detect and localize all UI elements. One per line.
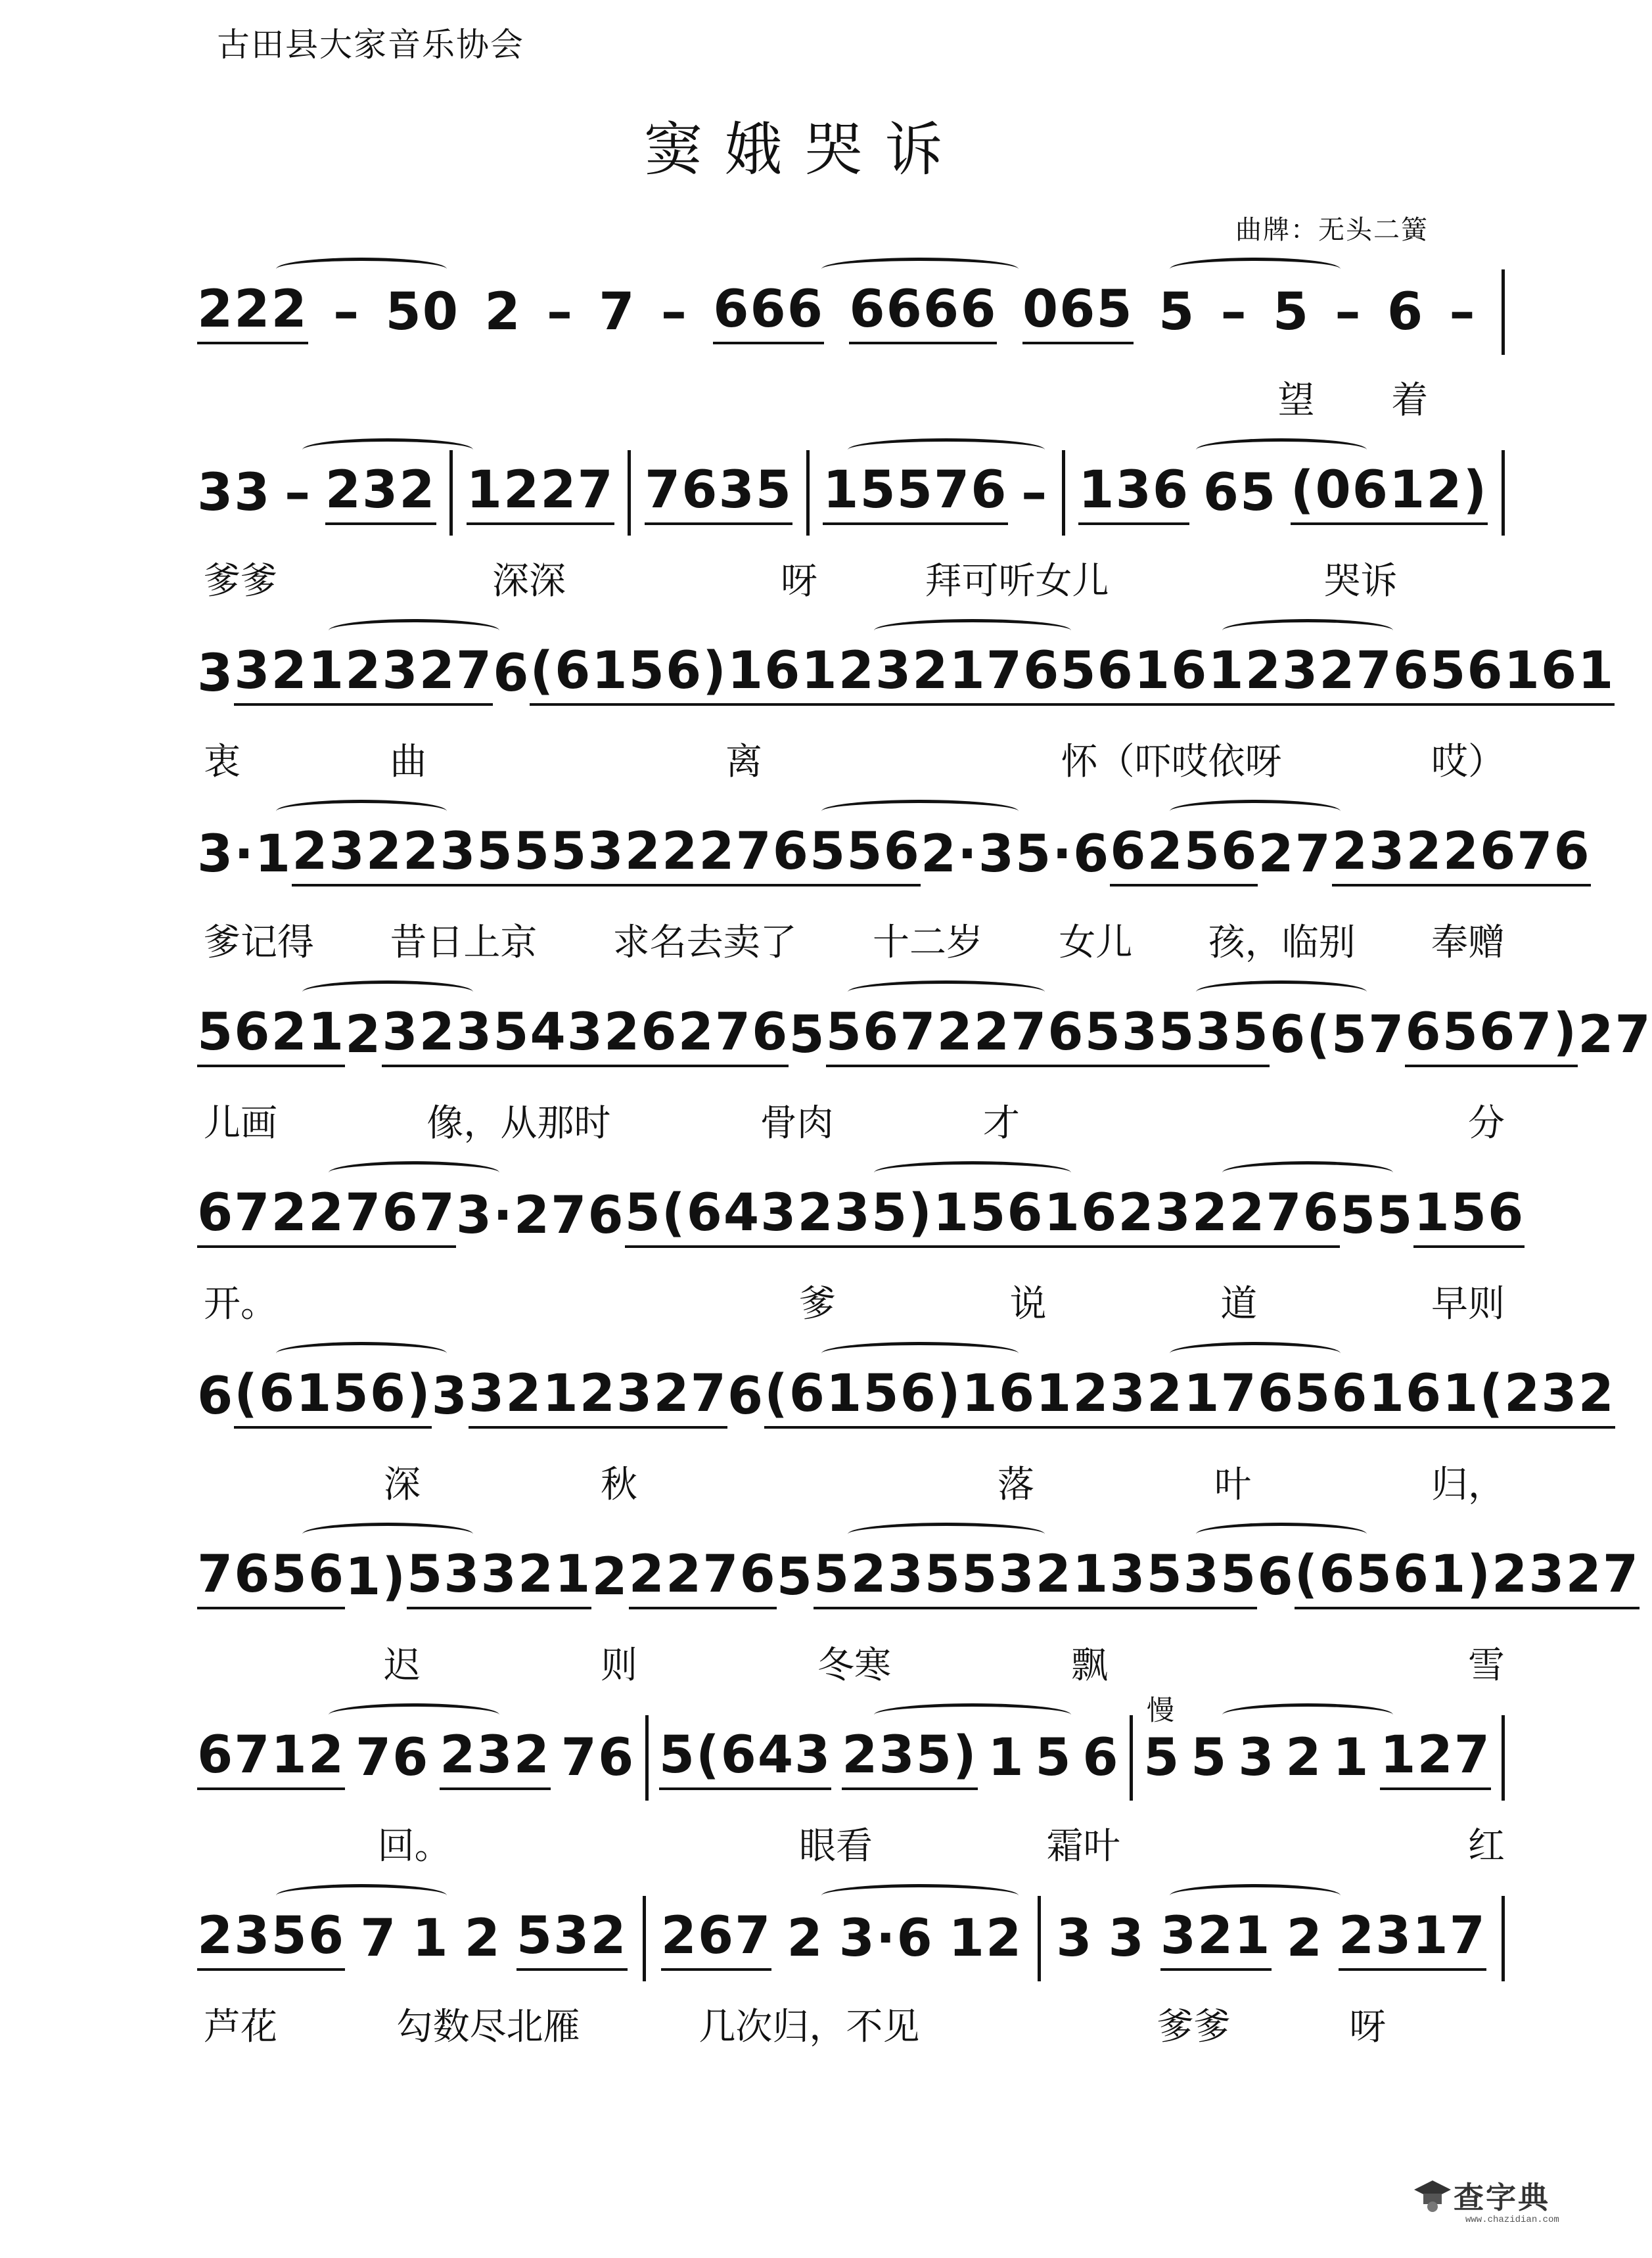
note-group: 2765 (974, 1003, 1122, 1067)
note-group: 6256 (1110, 822, 1258, 887)
lyric-text: 孩，临别 (1208, 921, 1356, 964)
lyric-text: 离 (725, 741, 762, 783)
lyric-text: 芦花 (204, 2006, 277, 2048)
note-group: 76 (551, 1186, 625, 1245)
lyric-text: 十二岁 (872, 921, 983, 964)
bar-line (1130, 1715, 1133, 1801)
bar-line (1502, 1896, 1505, 1981)
lyric-text: 望 (1277, 379, 1315, 422)
note-group: 6567) (1405, 1003, 1578, 1067)
note-group: 2356 (197, 1906, 345, 1971)
note-group: 161 (727, 641, 838, 706)
logo-url: www.chazidian.com (1465, 2215, 1559, 2225)
note-group: 666 (713, 280, 824, 344)
slur-mark (1170, 800, 1341, 823)
lyric-text: 雪 (1468, 1644, 1505, 1687)
note-group: 2276 (1192, 1184, 1340, 1248)
note-group: 3·1 (197, 825, 292, 884)
note-group: 136 (1078, 461, 1189, 525)
slur-mark (821, 1884, 1019, 1907)
lyric-text: 像，从那时 (426, 1102, 611, 1145)
lyric-line (204, 1275, 1505, 1327)
note-group: 3 (197, 644, 235, 703)
lyric-text: 呀 (781, 560, 817, 603)
bar-line (1038, 1896, 1041, 1981)
lyric-text: 则 (601, 1644, 637, 1687)
note-group: 2 (787, 1909, 824, 1968)
note-group: – (1335, 283, 1362, 342)
bar-line (628, 450, 631, 536)
note-group: 6 (1387, 283, 1425, 342)
note-group: 1 (412, 1909, 449, 1968)
lyric-text: 深深 (492, 560, 566, 603)
lyric-text: 勾数尽北雁 (396, 2006, 580, 2048)
slur-mark (276, 1884, 447, 1907)
note-group: 5321 (961, 1545, 1109, 1609)
note-group: 2 (1285, 1728, 1323, 1787)
note-group: 235) (842, 1726, 977, 1790)
slur-mark (821, 800, 1019, 823)
note-group: 5 (789, 1005, 826, 1065)
note-group: 76 (561, 1728, 635, 1787)
lyric-text: 爹 (798, 1283, 836, 1325)
song-title: 窦娥哭诉 (644, 116, 965, 183)
lyric-text: 衷 (204, 741, 241, 783)
slur-mark (329, 619, 499, 642)
note-group: 15576 (823, 461, 1007, 525)
lyric-text: 霜叶 (1046, 1825, 1120, 1868)
lyric-text: 开。 (204, 1283, 277, 1325)
note-group: 7656 (197, 1545, 345, 1609)
note-group: 33 (197, 463, 271, 522)
bar-line (1502, 1715, 1505, 1801)
tune-type: 曲牌：无头二簧 (1235, 215, 1429, 245)
note-group: 76 (355, 1728, 430, 1787)
note-group: – (1449, 283, 1477, 342)
note-group: 321 (469, 1364, 580, 1429)
note-group: 232 (1332, 822, 1443, 887)
note-group: 6666 (849, 280, 997, 344)
watermark-logo (1413, 2169, 1564, 2241)
note-group: 2·3 (920, 825, 1016, 884)
lyric-text: 女儿 (1059, 921, 1133, 964)
lyric-text: 秋 (601, 1463, 637, 1506)
note-group: 5 (1272, 283, 1310, 342)
lyric-text: 曲 (390, 741, 427, 783)
note-group: 5432 (493, 1003, 641, 1067)
lyric-text: 哎） (1431, 741, 1505, 783)
lyric-text: 深 (384, 1463, 421, 1506)
note-group: 235) (797, 1184, 932, 1248)
lyric-text: 说 (1009, 1283, 1047, 1325)
lyric-line (204, 733, 1505, 785)
note-group: 6 (493, 644, 530, 703)
note-group: 6 (1082, 1728, 1120, 1787)
lyric-text: 早则 (1431, 1283, 1505, 1325)
slur-mark (1196, 438, 1367, 461)
notation-line (197, 457, 1505, 529)
note-group: 532 (516, 1906, 628, 1971)
bar-line (806, 450, 810, 536)
lyric-text: 着 (1391, 379, 1429, 422)
slur-mark (302, 1523, 473, 1546)
note-group: 55 (1339, 1186, 1414, 1245)
slur-mark (302, 980, 473, 1003)
note-group: 321 (234, 641, 345, 706)
bar-line (1062, 450, 1065, 536)
note-group: 127 (1380, 1726, 1491, 1790)
note-group: 156 (1413, 1184, 1525, 1248)
note-group: 7 (599, 283, 636, 342)
lyric-text: 儿画 (204, 1102, 277, 1145)
note-group: 232 (440, 1726, 551, 1790)
note-group: 12 (948, 1909, 1023, 1968)
note-group: 53321 (407, 1545, 591, 1609)
note-group: 7656 (986, 641, 1134, 706)
slur-mark (1196, 980, 1367, 1003)
slur-mark (848, 438, 1045, 461)
note-group: – (1021, 463, 1049, 522)
slur-mark (848, 1523, 1045, 1546)
note-group: 2327 (580, 1364, 727, 1429)
lyric-text: 红 (1467, 1825, 1505, 1868)
note-group: – (285, 463, 312, 522)
lyric-line (204, 1456, 1505, 1508)
note-group: 2276 (662, 822, 810, 887)
lyric-text: 回。 (377, 1825, 451, 1868)
lyric-line (204, 1094, 1505, 1147)
note-group: 7656 (1220, 1364, 1368, 1429)
note-group: 161 (962, 1364, 1073, 1429)
lyric-text: 爹爹 (1157, 2006, 1231, 2048)
slur-mark (1196, 1523, 1367, 1546)
note-group: – (1220, 283, 1248, 342)
note-group: 6276 (641, 1003, 789, 1067)
bar-line (1502, 269, 1505, 355)
lyric-line (204, 1998, 1505, 2050)
note-group: – (333, 283, 361, 342)
note-group: 7656 (1356, 641, 1504, 706)
bar-line (1502, 450, 1505, 536)
note-group: 6 (1257, 1548, 1295, 1607)
note-group: 27 (1258, 825, 1332, 884)
note-group: 5 (1143, 1728, 1181, 1787)
lyric-text: 爹记得 (204, 921, 314, 964)
note-group: 2 (591, 1548, 629, 1607)
note-group: 2 (345, 1005, 382, 1065)
slur-mark (821, 258, 1019, 281)
slur-mark (1170, 1342, 1341, 1365)
note-group: 5(643 (659, 1726, 832, 1790)
note-group: (6156) (530, 641, 727, 706)
lyric-text: 奉赠 (1431, 921, 1505, 964)
note-group: 7 (360, 1909, 398, 1968)
slur-mark (1170, 1884, 1341, 1907)
note-group: 27 (1578, 1005, 1652, 1065)
note-group: 2317 (1339, 1906, 1486, 1971)
note-group: (6561) (1295, 1545, 1492, 1609)
slur-mark (1222, 1703, 1393, 1726)
note-group: 6 (727, 1367, 765, 1426)
lyric-text: 求名去卖了 (612, 921, 797, 964)
note-group: 65 (1203, 463, 1277, 522)
lyric-text: 飘 (1071, 1644, 1108, 1687)
slur-mark (329, 1161, 499, 1184)
note-group: 1) (345, 1548, 407, 1607)
slur-mark (276, 800, 447, 823)
lyric-text: 迟 (384, 1644, 421, 1687)
slur-mark (1170, 258, 1341, 281)
note-group: 3 (431, 1367, 469, 1426)
note-group: (6156) (764, 1364, 961, 1429)
lyric-text: 分 (1467, 1102, 1505, 1145)
note-group: 5 (1158, 283, 1196, 342)
note-group: 2327 (345, 641, 493, 706)
lyric-text: 哭诉 (1323, 560, 1398, 603)
lyric-text: 才 (982, 1102, 1020, 1145)
note-group: 2 (484, 283, 522, 342)
slur-mark (276, 258, 447, 281)
note-group: 6 (197, 1367, 235, 1426)
notation-line (197, 637, 1615, 710)
note-group: (6156) (234, 1364, 431, 1429)
note-group: 1 (988, 1728, 1025, 1787)
note-group: 2 (464, 1909, 501, 1968)
lyric-text: 昔日上京 (390, 921, 538, 964)
lyric-text: 怀（吓哎依呀 (1061, 741, 1282, 783)
note-group: 5 (1035, 1728, 1072, 1787)
notation-line (197, 276, 1505, 348)
lyric-text: 呀 (1349, 2006, 1387, 2048)
lyric-line (204, 1817, 1505, 1870)
bar-line (645, 1715, 649, 1801)
slur-mark (821, 1342, 1019, 1365)
note-group: 232 (292, 822, 403, 887)
slur-mark (276, 1342, 447, 1365)
note-group: 1 (1333, 1728, 1370, 1787)
lyric-text: 落 (998, 1463, 1034, 1506)
note-group: 161 (1134, 641, 1245, 706)
note-group: 235 (403, 822, 514, 887)
lyric-line (204, 1636, 1505, 1689)
note-group: (0612) (1291, 461, 1488, 525)
note-group: 3535 (1122, 1003, 1270, 1067)
note-group: 2276 (629, 1545, 777, 1609)
note-group: 232 (325, 461, 436, 525)
note-group: 161 (1369, 1364, 1480, 1429)
note-group: 222 (197, 280, 308, 344)
note-group: 3·2 (455, 1186, 551, 1245)
note-group: 161 (1504, 641, 1615, 706)
note-group: 2676 (1443, 822, 1591, 887)
lyric-text: 骨肉 (760, 1102, 834, 1145)
note-group: 3 (1238, 1728, 1275, 1787)
note-group: 232 (1245, 641, 1356, 706)
note-group: 321 (1160, 1906, 1272, 1971)
note-group: 2321 (1072, 1364, 1220, 1429)
note-group: 5235 (814, 1545, 961, 1609)
bar-line (643, 1896, 646, 1981)
notation-line (197, 1180, 1525, 1252)
note-group: 2321 (838, 641, 986, 706)
note-group: 156 (933, 1184, 1044, 1248)
note-group: – (546, 283, 574, 342)
note-group: – (660, 283, 688, 342)
lyric-text: 爹爹 (204, 560, 277, 603)
lyric-text: 叶 (1214, 1463, 1251, 1506)
lyric-text: 道 (1220, 1283, 1258, 1325)
slur-mark (874, 1161, 1071, 1184)
bar-line (449, 450, 453, 536)
lyric-text: 拜可听女儿 (925, 560, 1109, 603)
note-group: 6(57 (1269, 1005, 1406, 1065)
note-group: (232 (1479, 1364, 1615, 1429)
note-group: 1623 (1044, 1184, 1192, 1248)
note-group: 323 (382, 1003, 493, 1067)
notation-line (197, 999, 1652, 1071)
slur-mark (848, 980, 1045, 1003)
note-group: 3535 (1109, 1545, 1257, 1609)
lyric-text: 几次归，不见 (699, 2006, 920, 2048)
lyric-line (204, 371, 1505, 424)
note-group: 5621 (197, 1003, 345, 1067)
note-group: 5 (1191, 1728, 1228, 1787)
logo-text: 查字典 (1454, 2180, 1550, 2215)
note-group: 1227 (467, 461, 614, 525)
lyric-text: 归， (1431, 1463, 1505, 1506)
note-group: 5672 (826, 1003, 974, 1067)
notation-line (197, 818, 1591, 890)
note-group: 2 (1286, 1909, 1323, 1968)
note-group: 3·6 (838, 1909, 934, 1968)
note-group: 3 (1056, 1909, 1093, 1968)
tempo-mark: 慢 (1147, 1694, 1175, 1726)
slur-mark (874, 619, 1071, 642)
note-group: 2327 (1492, 1545, 1640, 1609)
lyric-line (204, 552, 1505, 605)
slur-mark (1222, 1161, 1393, 1184)
note-group: 5(643 (625, 1184, 798, 1248)
note-group: 556 (810, 822, 921, 887)
note-group: 5532 (514, 822, 662, 887)
note-group: 767 (345, 1184, 456, 1248)
note-group: 6722 (197, 1184, 345, 1248)
note-group: 267 (661, 1906, 772, 1971)
lyric-text: 眼看 (798, 1825, 873, 1868)
notation-line (197, 1360, 1615, 1433)
note-group: 5·6 (1015, 825, 1111, 884)
lyric-text: 冬寒 (817, 1644, 891, 1687)
note-group: 5 (776, 1548, 814, 1607)
note-group: 50 (385, 283, 460, 342)
slur-mark (1222, 619, 1393, 642)
lyric-line (204, 913, 1505, 966)
slur-mark (874, 1703, 1071, 1726)
slur-mark (302, 438, 473, 461)
notation-line (197, 1902, 1505, 1975)
graduation-cap-icon (1413, 2175, 1452, 2215)
slur-mark (329, 1703, 499, 1726)
note-group: 3 (1108, 1909, 1145, 1968)
notation-line (197, 1722, 1505, 1794)
note-group: 7635 (645, 461, 792, 525)
organization-name: 古田县大家音乐协会 (217, 26, 524, 64)
notation-line (197, 1541, 1640, 1613)
note-group: 065 (1022, 280, 1134, 344)
note-group: 6712 (197, 1726, 345, 1790)
